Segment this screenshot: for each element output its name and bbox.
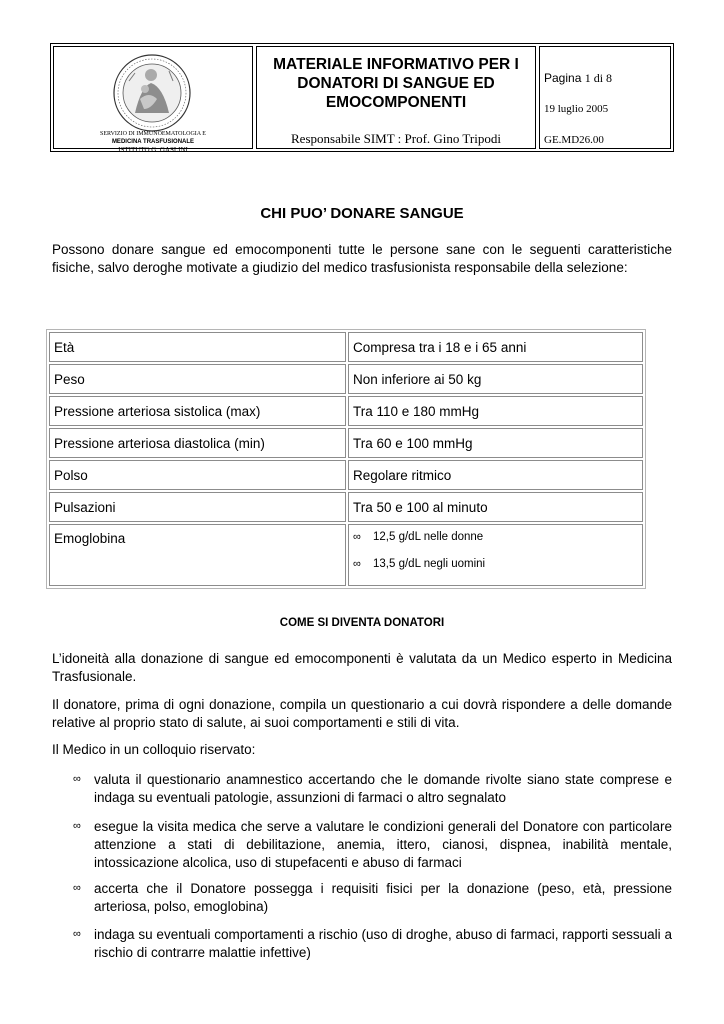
section-title-how-to-become-donor: COME SI DIVENTA DONATORI (279, 617, 445, 629)
list-item: indaga su eventuali comportamenti a rischio (uso di droghe, abuso di farmaci, rapporti sessuali a rischio di contrarre malattie infettive) (94, 927, 672, 960)
title-line-3: EMOCOMPONENTI (325, 94, 467, 111)
list-item: esegue la visita medica che serve a valutare le condizioni generali del Donatore con particolare attenzione a stati di debilitazione, anemia, ittero, cianosi, dispnea, inabilità mentale, intossicazione alcolica, uso di stupefacenti e abuso di farmaci (94, 819, 672, 870)
infinity-bullet-icon: ∞ (353, 531, 361, 543)
title-cell (256, 46, 536, 149)
responsible-person: Responsabile SIMT : Prof. Gino Tripodi (291, 131, 501, 146)
institution-cell (53, 46, 253, 154)
hemoglobin-list (353, 531, 638, 585)
requirement-label: Peso (49, 364, 346, 394)
requirement-value: Tra 60 e 100 mmHg (348, 428, 643, 458)
requirement-value: Non inferiore ai 50 kg (348, 364, 643, 394)
document-header (50, 43, 674, 152)
meta-cell (539, 46, 671, 149)
table-row (49, 492, 643, 522)
hemoglobin-women: 12,5 g/dL nelle donne (373, 531, 484, 543)
paragraph-eligibility: L’idoneità alla donazione di sangue ed emocomponenti è valutata da un Medico esperto in Medicina Trasfusionale. (52, 651, 672, 684)
requirement-label: Pressione arteriosa sistolica (max) (49, 396, 346, 426)
section-title-who-can-donate: CHI PUO’ DONARE SANGUE (260, 205, 464, 222)
requirement-label: Età (49, 332, 346, 362)
table-row (49, 396, 643, 426)
infinity-bullet-icon: ∞ (73, 773, 81, 785)
requirement-value: Tra 50 e 100 al minuto (348, 492, 643, 522)
list-item (353, 558, 638, 585)
requirement-label: Polso (49, 460, 346, 490)
intro-paragraph: Possono donare sangue ed emocomponenti tutte le persone sane con le seguenti caratteristiche fisiche, salvo deroghe motivate a giudizio del medico trasfusionista responsabile della selezione: (52, 242, 672, 275)
list-item: accerta che il Donatore possegga i requisiti fisici per la donazione (peso, età, pressione arteriosa, polso, emoglobina) (94, 881, 672, 914)
hemoglobin-men: 13,5 g/dL negli uomini (373, 558, 486, 570)
requirement-label: Pressione arteriosa diastolica (min) (49, 428, 346, 458)
institution-name: ISTITUTO G. GASLINI (118, 146, 188, 154)
document-date: 19 luglio 2005 (544, 103, 609, 115)
infinity-bullet-icon: ∞ (353, 558, 361, 570)
institution-department: MEDICINA TRASFUSIONALE (111, 139, 195, 145)
table-row-hemoglobin (49, 524, 643, 586)
gaslini-seal-logo (111, 53, 193, 133)
page-indicator (544, 71, 612, 86)
requirement-value: Compresa tra i 18 e i 65 anni (348, 332, 643, 362)
page-label: Pagina (544, 71, 582, 85)
requirements-table (46, 329, 646, 589)
requirement-value: Tra 110 e 180 mmHg (348, 396, 643, 426)
infinity-bullet-icon: ∞ (73, 820, 81, 832)
institution-service: SERVIZIO DI IMMUNOEMATOLOGIA E (100, 131, 206, 137)
table-row (49, 428, 643, 458)
requirement-value: Regolare ritmico (348, 460, 643, 490)
list-item: valuta il questionario anamnestico accertando che le domande rivolte siano state comprese e indaga su eventuali patologie, assunzioni di farmaci o altro segnalato (94, 772, 672, 805)
infinity-bullet-icon: ∞ (73, 882, 81, 894)
infinity-bullet-icon: ∞ (73, 928, 81, 940)
table-row (49, 460, 643, 490)
page-number: 1 di 8 (584, 71, 613, 85)
requirement-label: Emoglobina (49, 524, 346, 586)
table-row (49, 364, 643, 394)
title-line-1: MATERIALE INFORMATIVO PER I (273, 56, 519, 73)
document-code: GE.MD26.00 (544, 134, 604, 146)
title-line-2: DONATORI DI SANGUE ED (297, 75, 495, 92)
requirement-label: Pulsazioni (49, 492, 346, 522)
paragraph-questionnaire: Il donatore, prima di ogni donazione, compila un questionario a cui dovrà rispondere a delle domande relative al proprio stato di salute, ai suoi comportamenti e stili di vita. (52, 697, 672, 730)
requirement-value (348, 524, 643, 586)
list-item (353, 531, 638, 558)
table-row (49, 332, 643, 362)
document-title (257, 55, 535, 112)
paragraph-interview: Il Medico in un colloquio riservato: (52, 742, 256, 757)
